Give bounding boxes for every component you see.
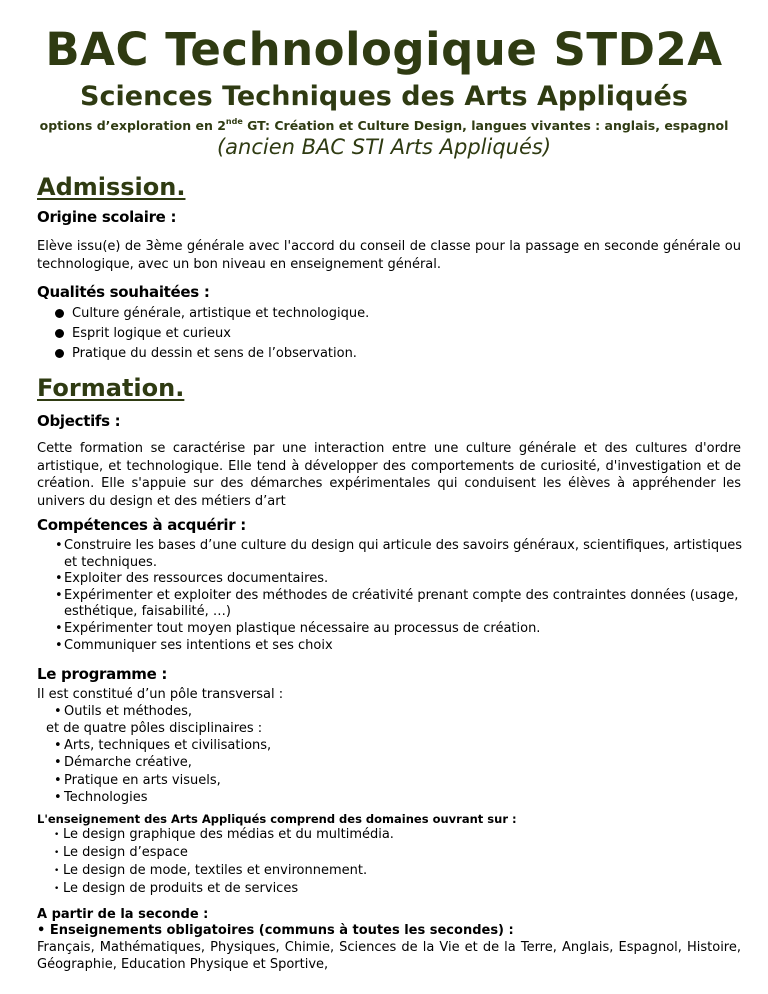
- competence-text: Construire les bases d’une culture du design qui articule des savoirs généraux, scientifiques, artistiques et techniques.: [64, 538, 743, 570]
- list-item: [55, 571, 745, 588]
- programme-heading: Le programme :: [37, 665, 168, 683]
- origine-heading: Origine scolaire :: [37, 208, 177, 226]
- bullet-icon: [55, 329, 64, 338]
- bullet-icon: •: [54, 772, 62, 788]
- options-after: GT: Création et Culture Design, langues vivantes : anglais, espagnol: [242, 118, 729, 133]
- page-title: BAC Technologique STD2A: [45, 23, 723, 76]
- domaine-text: Le design de produits et de services: [63, 881, 299, 896]
- list-item: [55, 538, 745, 571]
- domaine-text: Le design graphique des médias et du multimédia.: [63, 827, 394, 842]
- programme-item: Outils et méthodes,: [64, 704, 193, 719]
- programme-item: Démarche créative,: [64, 755, 192, 771]
- bullet-icon: •: [55, 620, 63, 636]
- list-item: [54, 737, 271, 754]
- competence-text: Exploiter des ressources documentaires.: [64, 571, 329, 587]
- qualite-text: Esprit logique et curieux: [72, 326, 231, 341]
- options-before: options d’exploration en 2: [39, 118, 226, 133]
- bullet-icon: •: [54, 704, 62, 719]
- objectifs-heading: Objectifs :: [37, 412, 121, 430]
- list-item: [55, 588, 745, 621]
- bullet-icon: •: [54, 755, 62, 771]
- bullet-icon: •: [55, 538, 63, 553]
- bullet-icon: [55, 349, 64, 358]
- origine-text: Elève issu(e) de 3ème générale avec l'accord du conseil de classe pour la passage en seconde générale ou technologique, avec un bon niveau en enseignement général.: [37, 239, 741, 272]
- qualite-text: Culture générale, artistique et technologique.: [72, 306, 370, 321]
- list-item: [54, 703, 192, 720]
- domaine-text: Le design de mode, textiles et environnement.: [63, 863, 368, 878]
- list-item: [55, 638, 745, 655]
- bullet-icon: •: [54, 866, 60, 876]
- list-item: [54, 880, 394, 898]
- programme-item: Arts, techniques et civilisations,: [64, 738, 272, 753]
- enseignements-text: Français, Mathématiques, Physiques, Chimie, Sciences de la Vie et de la Terre, Anglais, Espagnol, Histoire, Géographie, Education Physique et Sportive,: [37, 940, 741, 972]
- domaines-heading: L'enseignement des Arts Appliqués comprend des domaines ouvrant sur :: [37, 812, 517, 826]
- programme-item: Technologies: [64, 789, 148, 805]
- domaine-text: Le design d’espace: [63, 845, 188, 860]
- list-item: [55, 304, 369, 324]
- competence-text: Expérimenter tout moyen plastique nécessaire au processus de création.: [64, 620, 541, 636]
- qualites-heading: Qualités souhaitées :: [37, 283, 210, 301]
- qualite-text: Pratique du dessin et sens de l’observation.: [72, 346, 357, 361]
- bullet-icon: •: [55, 637, 63, 653]
- bullet-icon: •: [54, 738, 62, 753]
- bullet-icon: •: [54, 789, 62, 805]
- bullet-icon: •: [54, 830, 60, 840]
- bullet-icon: •: [54, 884, 60, 894]
- competences-list: [55, 538, 745, 654]
- bullet-icon: •: [54, 848, 60, 858]
- bullet-icon: •: [55, 571, 63, 587]
- competence-text: Communiquer ses intentions et ses choix: [64, 637, 333, 653]
- domaines-list: [54, 826, 394, 898]
- bullet-icon: •: [55, 587, 63, 603]
- list-item: [54, 844, 394, 862]
- programme-poles-list: [54, 737, 271, 806]
- bullet-icon: [55, 309, 64, 318]
- options-sup: nde: [225, 117, 243, 126]
- enseignements-heading: • Enseignements obligatoires (communs à toutes les secondes) :: [37, 923, 514, 938]
- competence-text: Expérimenter et exploiter des méthodes de créativité prenant compte des contraintes données (usage, esthétique, faisabilité, …): [64, 587, 739, 620]
- competences-heading: Compétences à acquérir :: [37, 516, 246, 534]
- section-heading-admission: Admission.: [37, 173, 186, 201]
- list-item: [54, 789, 271, 806]
- list-item: [55, 621, 745, 638]
- list-item: [54, 826, 394, 844]
- list-item: [54, 754, 271, 771]
- options-line: [0, 114, 768, 134]
- programme-mid: et de quatre pôles disciplinaires :: [46, 721, 263, 736]
- section-heading-formation: Formation.: [37, 374, 185, 402]
- list-item: [55, 324, 369, 344]
- qualites-list: [55, 304, 369, 364]
- former-name: (ancien BAC STI Arts Appliqués): [216, 135, 552, 159]
- list-item: [54, 862, 394, 880]
- seconde-heading: A partir de la seconde :: [37, 907, 209, 922]
- objectifs-text: Cette formation se caractérise par une interaction entre une culture générale et des cultures d'ordre artistique, et technologique. Elle tend à développer des comportements de curiosité, d'investigation et de création. Elle s'appuie sur des démarches expérimentales qui conduisent les élèves à appréhender les univers du design et des métiers d’art: [37, 441, 741, 509]
- page-subtitle: Sciences Techniques des Arts Appliqués: [80, 81, 688, 112]
- list-item: [55, 344, 369, 364]
- list-item: [54, 772, 271, 789]
- programme-intro: Il est constitué d’un pôle transversal :: [37, 687, 284, 702]
- programme-item: Pratique en arts visuels,: [64, 772, 221, 788]
- programme-transversal-list: [54, 703, 192, 720]
